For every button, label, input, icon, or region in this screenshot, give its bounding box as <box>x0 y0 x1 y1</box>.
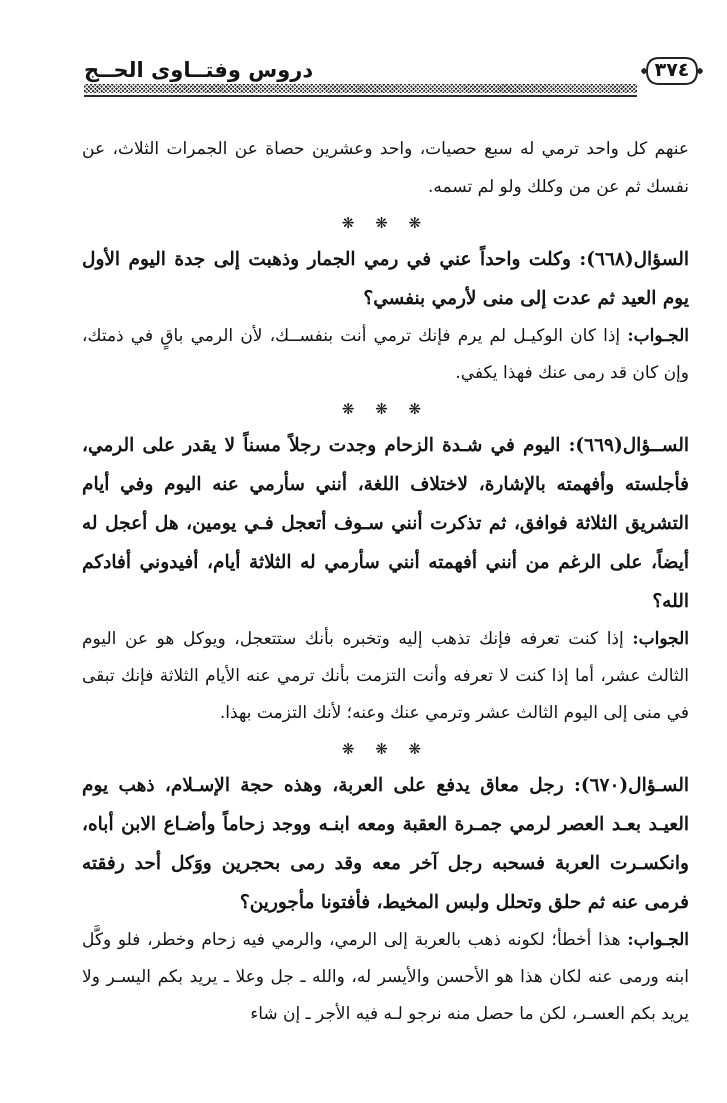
question-669 <box>82 426 689 621</box>
page-number: ٣٧٤ <box>654 59 690 81</box>
question-label: السؤال(٦٦٨): <box>579 249 689 270</box>
separator-stars: ❋ ❋ ❋ <box>341 740 430 758</box>
page-content <box>82 130 689 1033</box>
answer-text: هذا أخطأ؛ لكونه ذهب بالعربة إلى الرمي، والرمي فيه زحام وخطر، فلو وكَّل ابنه ورمى عنه لكان هذا هو الأحسن والأيسر له، والله ـ جل وعلا ـ يريد بكم اليسـر ولا يريد بكم العسـر، لكن ما حصل منه نرجو لـه فيه الأجر ـ إن شاء <box>82 930 689 1024</box>
separator-stars: ❋ ❋ ❋ <box>341 400 430 418</box>
answer-label: الجـواب: <box>627 930 689 950</box>
page-header <box>84 52 709 102</box>
answer-668 <box>82 318 689 392</box>
question-text: رجل معاق يدفع على العربة، وهذه حجة الإسـلام، ذهب يوم العيـد بعـد العصر لرمي جمـرة العقبة ومعه ابنـه ووجد زحاماً وأضـاع الابن أباه، وانكسـرت العربة فسحبه رجل آخر معه وقد رمى بحجرين ووَكل أحد رفقته فرمى عنه ثم حلق وتحلل ولبس المخيط، فأفتونا مأجورين؟ <box>82 775 689 913</box>
answer-label: الجـواب: <box>627 326 689 346</box>
book-title: دروس وفتــاوى الحــج <box>84 58 314 82</box>
answer-label: الجواب: <box>632 629 690 649</box>
header-rule-line <box>84 95 637 97</box>
question-label: الســؤال(٦٦٩): <box>568 435 689 456</box>
separator-stars: ❋ ❋ ❋ <box>341 214 430 232</box>
header-rule <box>84 84 637 93</box>
answer-670 <box>82 922 689 1033</box>
question-label: السـؤال(٦٧٠): <box>573 775 689 796</box>
intro-paragraph: عنهم كل واحد ترمي له سبع حصيات، واحد وعشرين حصاة عن الجمرات الثلاث، عن نفسك ثم عن من وكلك ولو لم تسمه. <box>82 139 689 197</box>
question-text: اليوم في شـدة الزحام وجدت رجلاً مسناً لا يقدر على الرمي، فأجلسته وأفهمته بالإشارة، لاختلاف اللغة، أنني سأرمي عنه اليوم وفي أيام التشريق الثلاثة فوافق، ثم تذكرت أنني سـوف أتعجل فـي يومين، هل أعجل له أيضاً، على الرغم من أنني أفهمته أنني سأرمي له الثلاثة أيام، أفيدوني أفادكم الله؟ <box>82 435 689 612</box>
question-text: وكلت واحداً عني في رمي الجمار وذهبت إلى جدة اليوم الأول يوم العيد ثم عدت إلى منى لأرمي بنفسي؟ <box>82 249 689 309</box>
question-668 <box>82 240 689 318</box>
answer-text: إذا كنت تعرفه فإنك تذهب إليه وتخبره بأنك ستتعجل، ويوكل هو عن اليوم الثالث عشر، أما إذا كنت لا تعرفه وأنت التزمت بأنك ترمي عنه الأيام الثلاثة فإنك تبقى في منى إلى اليوم الثالث عشر وترمي عنك وعنه؛ لأنك التزمت بهذا. <box>82 629 689 723</box>
answer-text: إذا كان الوكيـل لم يرم فإنك ترمي أنت بنفســك، لأن الرمي باقٍ في ذمتك، وإن كان قد رمى عنك فهذا يكفي. <box>82 326 689 383</box>
question-670 <box>82 766 689 922</box>
answer-669 <box>82 621 689 732</box>
page-number-frame <box>639 54 705 88</box>
